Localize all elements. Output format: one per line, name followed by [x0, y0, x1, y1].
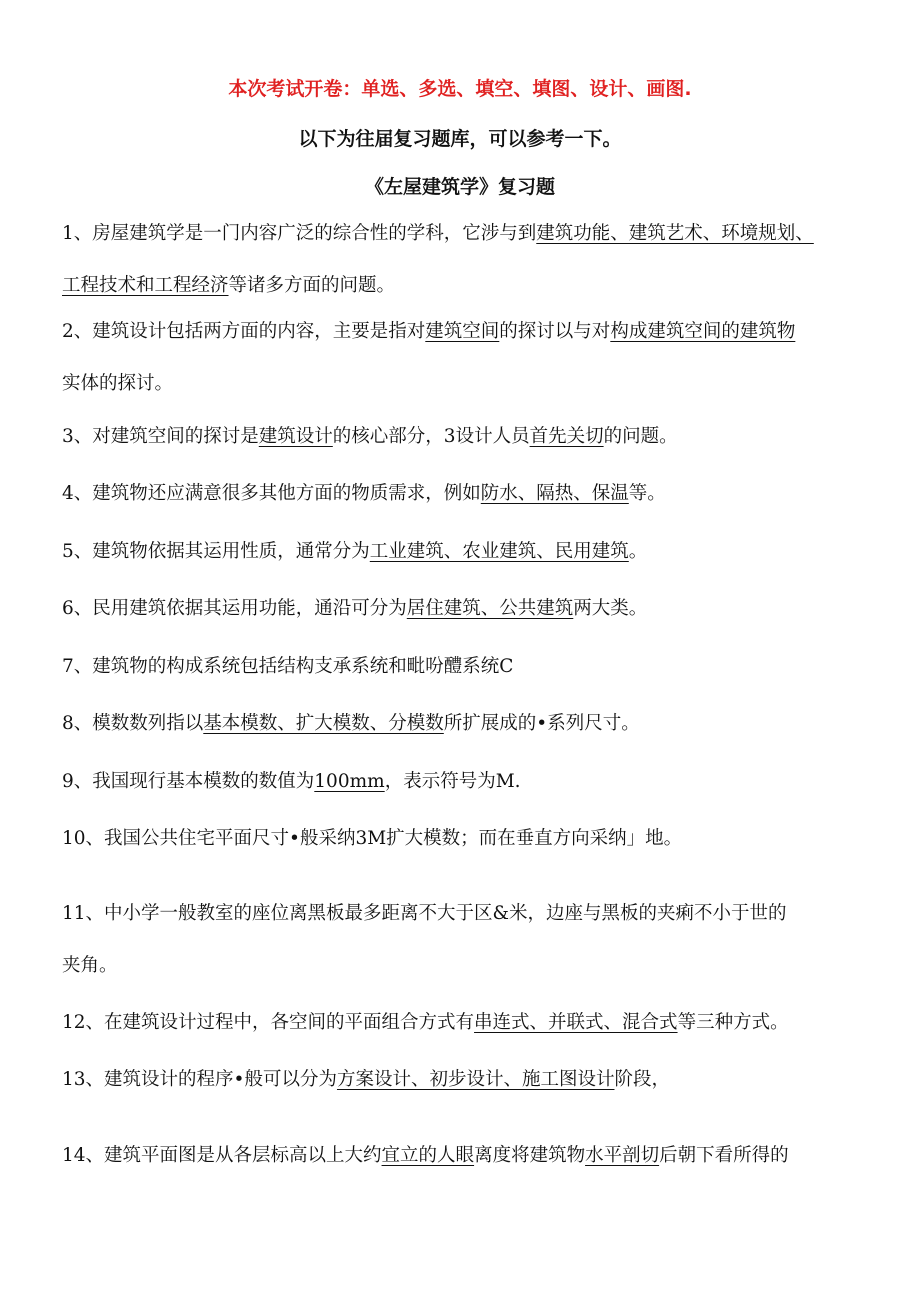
question-text: 等。 [628, 483, 666, 504]
question-text: 离度将建筑物 [474, 1145, 586, 1166]
answer-text: 建筑功能、建筑艺术、环境规划、 [536, 223, 814, 244]
answer-text: 防水、隔热、保温 [480, 483, 629, 504]
question-13 [62, 1054, 872, 1106]
question-text: 后朝下看所得的 [659, 1145, 789, 1166]
question-text: 等三种方式。 [677, 1012, 789, 1033]
question-text: 。 [628, 541, 648, 562]
question-line1 [62, 526, 872, 578]
question-line2 [62, 940, 872, 992]
subtitle: 以下为往届复习题库，可以参考一下。 [298, 128, 622, 150]
question-text: 的问题。 [603, 426, 678, 447]
question-text: 2、建筑设计包括两方面的内容，主要是指对 [62, 321, 426, 342]
question-text: 阶段， [614, 1069, 670, 1090]
question-text: 7、建筑物的构成系统包括结构支承系统和毗吩醴系统C [62, 656, 514, 677]
question-line1 [62, 411, 872, 463]
question-line2 [62, 358, 872, 410]
question-11 [62, 888, 872, 992]
question-line1 [62, 997, 872, 1049]
question-10 [62, 813, 872, 865]
question-text: 11、中小学一般教室的座位离黑板最多距离不大于区&米，边座与黑板的夹痢不小于世的 [62, 903, 787, 924]
question-line1 [62, 208, 872, 260]
question-line1 [62, 888, 872, 940]
question-line1 [62, 468, 872, 520]
question-text: 3、对建筑空间的探讨是 [62, 426, 259, 447]
question-line1 [62, 756, 872, 808]
question-text: 12、在建筑设计过程中，各空间的平面组合方式有 [62, 1012, 475, 1033]
answer-text: 串连式、并联式、混合式 [474, 1012, 678, 1033]
document-title: 《左屋建筑学》复习题 [364, 176, 555, 198]
question-line1 [62, 813, 872, 865]
question-text: 的探讨以与对 [499, 321, 611, 342]
question-line1 [62, 306, 872, 358]
question-text: 8、模数数列指以 [62, 713, 204, 734]
question-line1 [62, 1130, 872, 1182]
question-line1 [62, 641, 872, 693]
answer-text: 居住建筑、公共建筑 [406, 598, 574, 619]
question-text: 13、建筑设计的程序•般可以分为 [62, 1069, 337, 1090]
answer-text: 100mm [314, 771, 385, 792]
question-text: 5、建筑物依据其运用性质，通常分为 [62, 541, 370, 562]
question-text: 6、民用建筑依据其运用功能，通沿可分为 [62, 598, 407, 619]
question-line1 [62, 698, 872, 750]
answer-text: 建筑设计 [258, 426, 333, 447]
question-line1 [62, 1054, 872, 1106]
question-5 [62, 526, 872, 578]
question-text: 夹角。 [62, 955, 118, 976]
answer-text: 首先关切 [529, 426, 604, 447]
answer-text: 工业建筑、农业建筑、民用建筑 [369, 541, 629, 562]
question-text: 的核心部分，3设计人员 [332, 426, 530, 447]
question-text: 10、我国公共住宅平面尺寸•般采纳3M扩大模数；而在垂直方向采纳」地。 [62, 828, 683, 849]
question-text: ，表示符号为M. [384, 771, 521, 792]
question-4 [62, 468, 872, 520]
question-line1 [62, 583, 872, 635]
answer-text: 基本模数、扩大模数、分模数 [203, 713, 444, 734]
answer-text: 宜立的人眼 [381, 1145, 475, 1166]
answer-text: 建筑空间 [425, 321, 500, 342]
question-9 [62, 756, 872, 808]
question-14 [62, 1130, 872, 1182]
question-1 [62, 208, 872, 312]
question-12 [62, 997, 872, 1049]
question-8 [62, 698, 872, 750]
exam-notice: 本次考试开卷：单选、多选、填空、填图、设计、画图. [228, 78, 692, 100]
question-text: 两大类。 [573, 598, 648, 619]
answer-text: 方案设计、初步设计、施工图设计 [336, 1069, 615, 1090]
answer-text: 水平剖切 [585, 1145, 660, 1166]
question-3 [62, 411, 872, 463]
question-text: 实体的探讨。 [62, 373, 174, 394]
question-6 [62, 583, 872, 635]
question-2 [62, 306, 872, 410]
question-text: 等诸多方面的问题。 [228, 275, 396, 296]
question-text: 4、建筑物还应满意很多其他方面的物质需求，例如 [62, 483, 481, 504]
answer-text: 构成建筑空间的建筑物 [610, 321, 796, 342]
question-text: 1、房屋建筑学是一门内容广泛的综合性的学科，它涉与到 [62, 223, 537, 244]
answer-text: 工程技术和工程经济 [62, 275, 229, 296]
question-text: 所扩展成的•系列尺寸。 [443, 713, 640, 734]
question-text: 14、建筑平面图是从各层标高以上大约 [62, 1145, 382, 1166]
question-7 [62, 641, 872, 693]
question-text: 9、我国现行基本模数的数值为 [62, 771, 315, 792]
question-line2 [62, 260, 872, 312]
